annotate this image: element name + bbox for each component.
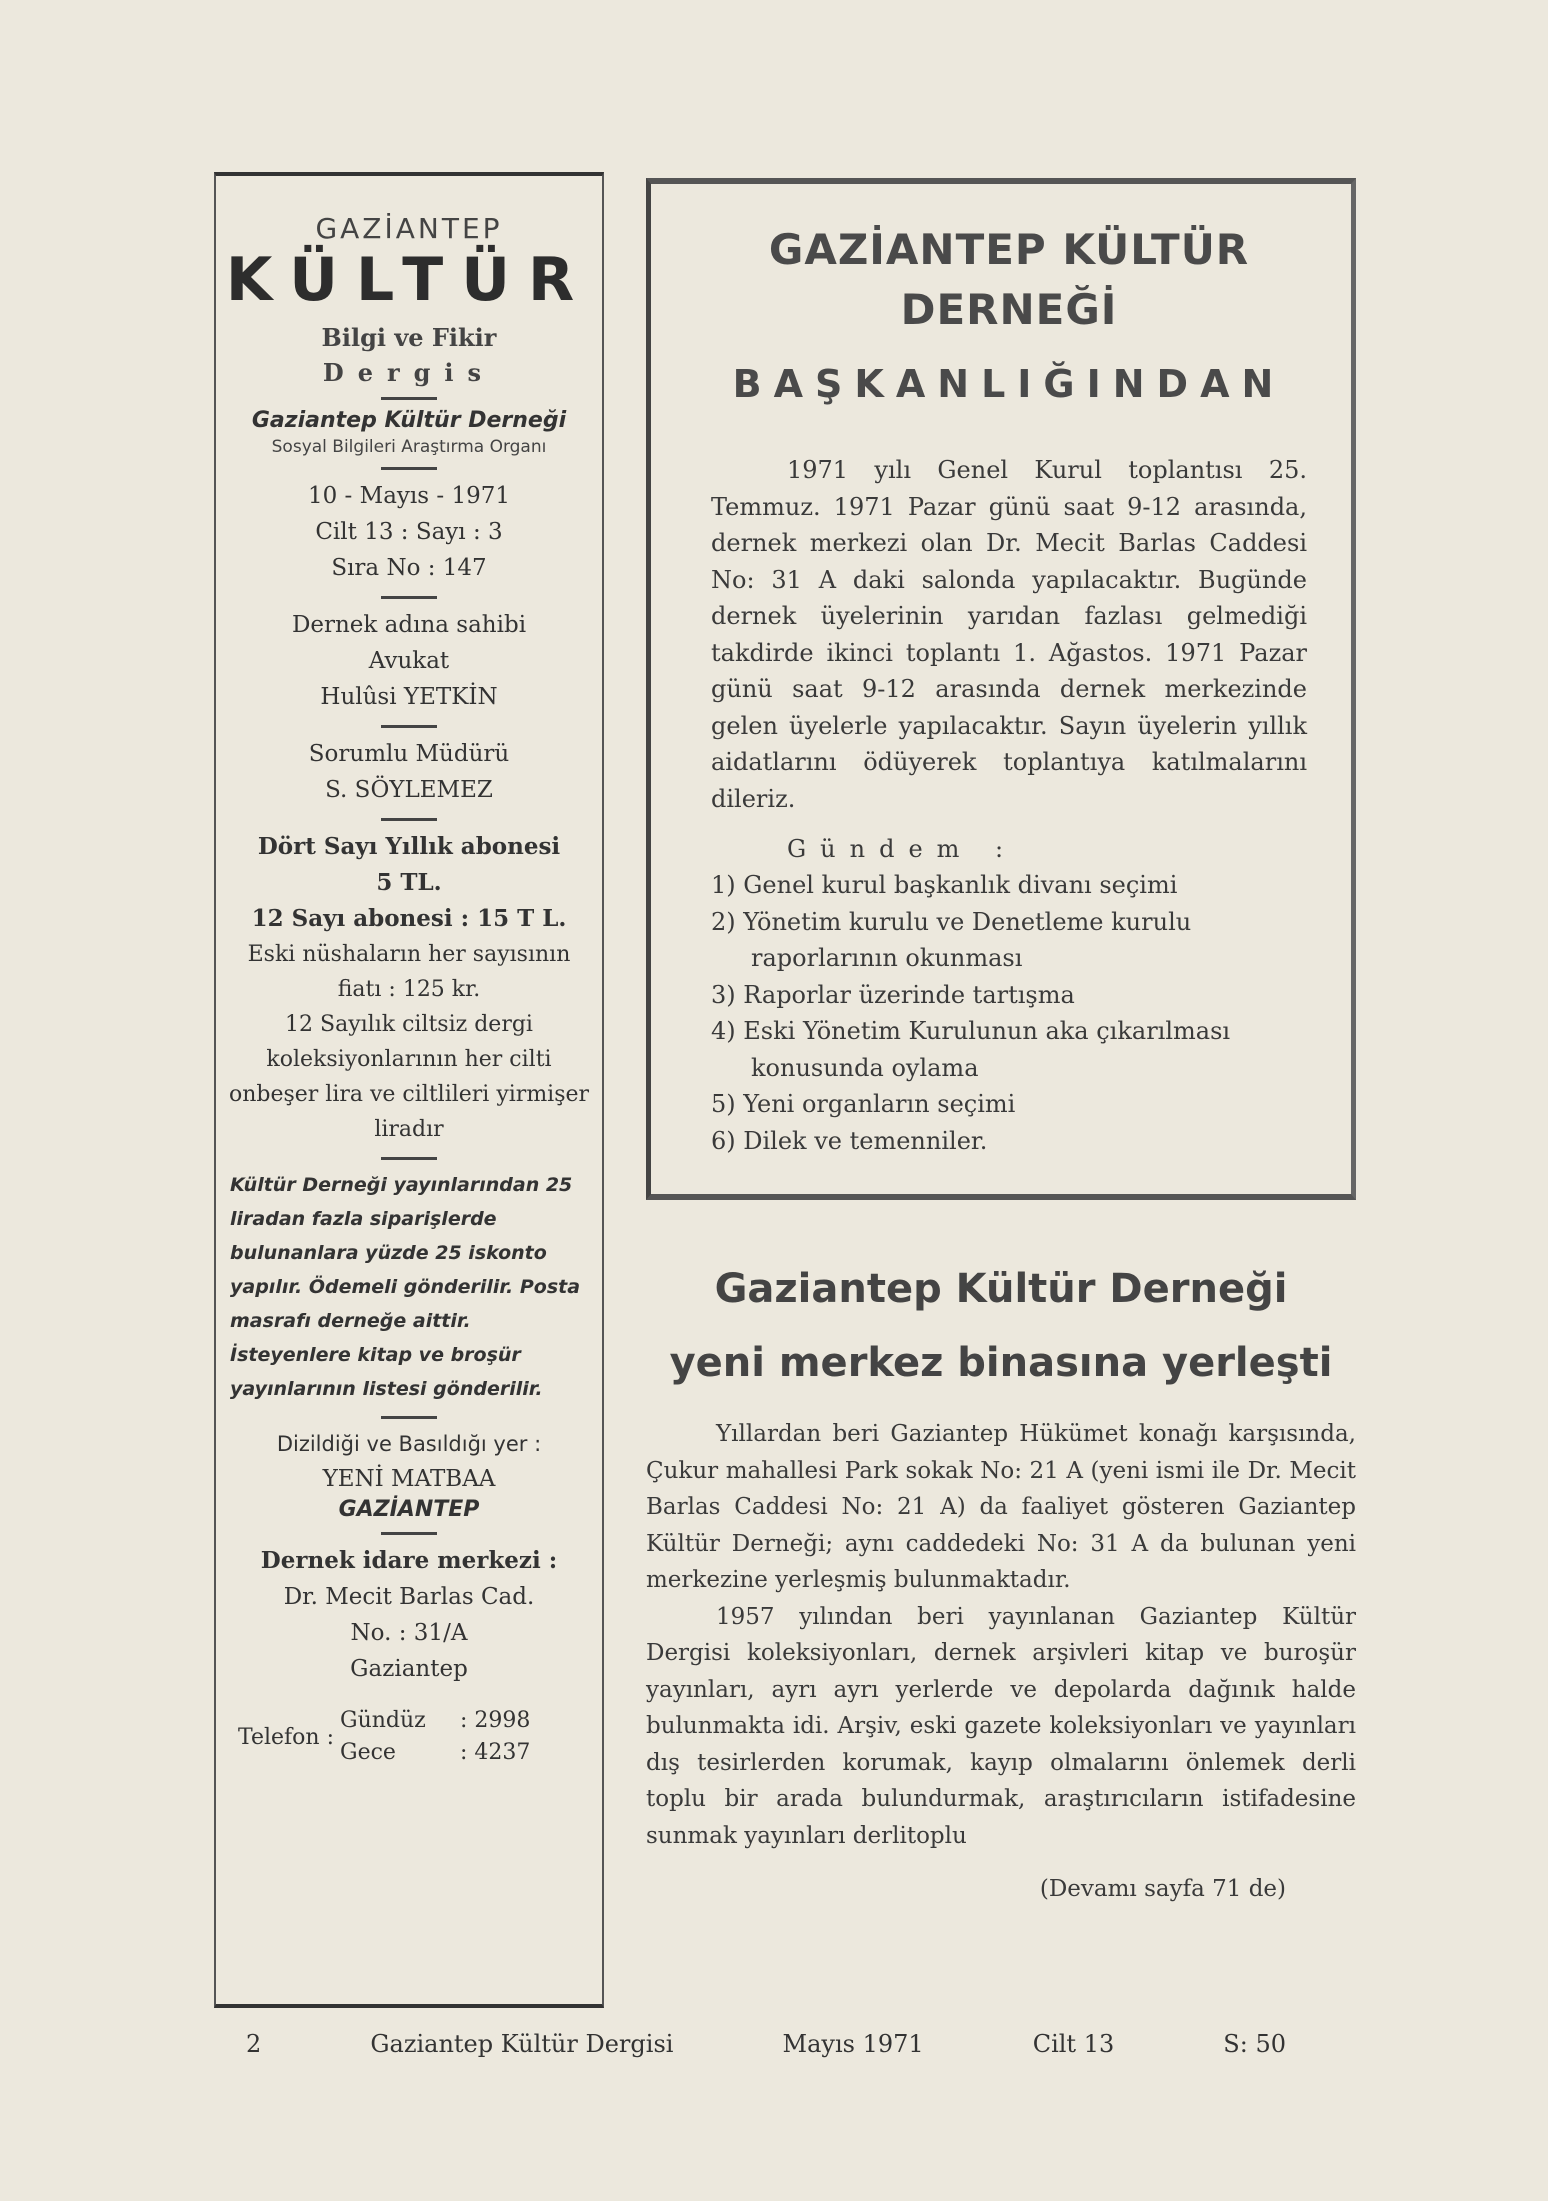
subscription-annual-price: 5 TL. xyxy=(376,869,442,896)
phone-label: Telefon : xyxy=(237,1724,334,1750)
office-address: Dr. Mecit Barlas Cad. xyxy=(283,1584,535,1610)
phone-block xyxy=(216,1705,602,1769)
announcement-subtitle: BAŞKANLIĞINDAN xyxy=(732,362,1286,406)
masthead-city: GAZİANTEP xyxy=(315,212,503,245)
office-number: No. : 31/A xyxy=(350,1620,468,1646)
agenda-item: 6) Dilek ve temenniler. xyxy=(711,1126,988,1155)
editor-name: S. SÖYLEMEZ xyxy=(325,777,493,803)
issue-volume: Cilt 13 : Sayı : 3 xyxy=(315,519,503,545)
owner-name: Hulûsi YETKİN xyxy=(320,684,498,710)
printer-name: YENİ MATBAA xyxy=(322,1466,496,1492)
agenda-item: 1) Genel kurul başkanlık divanı seçimi xyxy=(711,871,1178,899)
announcement-box xyxy=(646,178,1356,1200)
divider xyxy=(381,818,437,821)
editor-label: Sorumlu Müdürü xyxy=(308,741,510,767)
discount-notice: Kültür Derneği yayınlarından 25 liradan fazla siparişlerde bulunanlara yüzde 25 iskonto yapılır. Ödemeli gönderilir. Posta masrafı derneğe aittir. İsteyenlere kitap ve broşür yayınlarının listesi gönderilir. xyxy=(230,1174,581,1400)
article-text xyxy=(646,1416,1356,1854)
masthead-subtitle2: Dergis xyxy=(322,358,496,387)
phone-day-number: : 2998 xyxy=(460,1708,531,1733)
divider xyxy=(381,467,437,470)
phone-night-label: Gece xyxy=(340,1740,396,1765)
continued-note: (Devamı sayfa 71 de) xyxy=(1039,1876,1286,1902)
owner-title: Avukat xyxy=(368,648,450,674)
article xyxy=(646,1258,1356,1902)
publisher: Gaziantep Kültür Derneği xyxy=(251,408,567,433)
journal-name: Gaziantep Kültür Dergisi xyxy=(370,2030,674,2058)
owner-label: Dernek adına sahibi xyxy=(291,612,527,638)
phone-day-label: Gündüz xyxy=(340,1708,426,1733)
divider xyxy=(381,1416,437,1419)
divider xyxy=(381,397,437,400)
agenda-item: 4) Eski Yönetim Kurulunun aka çıkarılması konusunda oylama xyxy=(711,1017,1231,1082)
old-issues-price: Eski nüshaların her sayısının fiatı : 125 kr. xyxy=(247,942,571,1002)
office-city: Gaziantep xyxy=(350,1656,468,1682)
agenda-item: 2) Yönetim kurulu ve Denetleme kurulu raporlarının okunması xyxy=(711,907,1192,972)
issue-date: 10 - Mayıs - 1971 xyxy=(307,483,510,509)
divider xyxy=(381,725,437,728)
footer-volume: Cilt 13 xyxy=(1032,2030,1115,2058)
article-paragraph: Yıllardan beri Gaziantep Hükümet konağı karşısında, Çukur mahallesi Park sokak No: 21 A (yeni ismi ile Dr. Mecit Barlas Caddesi No: 21 A) da faaliyet gösteren Gaziantep Kültür Derneği; aynı caddedeki No: 31 A da bulunan yeni merkezine yerleşmiş bulunmaktadır. xyxy=(646,1421,1356,1593)
subscription-12: 12 Sayı abonesi : 15 T L. xyxy=(251,905,567,932)
subscription-annual: Dört Sayı Yıllık abonesi xyxy=(257,833,561,860)
masthead-subtitle: Bilgi ve Fikir xyxy=(321,323,497,352)
agenda-title: Gündem : xyxy=(787,835,1018,863)
phone-night-number: : 4237 xyxy=(460,1740,531,1765)
divider xyxy=(381,1157,437,1160)
page-footer xyxy=(246,2030,1286,2058)
divider xyxy=(381,1532,437,1535)
page-number: 2 xyxy=(246,2030,262,2058)
organ: Sosyal Bilgileri Araştırma Organı xyxy=(271,437,547,457)
masthead xyxy=(214,172,604,2008)
printer-label: Dizildiği ve Basıldığı yer : xyxy=(276,1432,542,1456)
article-title: Gaziantep Kültür Derneği xyxy=(714,1266,1288,1312)
announcement-title: GAZİANTEP KÜLTÜR DERNEĞİ xyxy=(768,225,1250,334)
agenda-item: 5) Yeni organların seçimi xyxy=(711,1090,1016,1118)
collection-price: 12 Sayılık ciltsiz dergi koleksiyonlarının her cilti onbeşer lira ve ciltlileri yirmişer liradır xyxy=(228,1012,590,1142)
office-label: Dernek idare merkezi : xyxy=(260,1547,558,1574)
announcement-text: 1971 yılı Genel Kurul toplantısı 25. Temmuz. 1971 Pazar günü saat 9-12 arasında, dernek merkezi olan Dr. Mecit Barlas Caddesi No: 31 A daki salonda yapılacaktır. Bugünde dernek üyelerinin yarıdan fazlası gelmediği takdirde ikinci toplantı 1. Ağastos. 1971 Pazar günü saat 9-12 arasında dernek merkezinde gelen üyelerle yapılacaktır. Sayın üyelerin yıllık aidatlarını ödüyerek toplantıya katılmalarını dileriz. xyxy=(711,456,1307,813)
divider xyxy=(381,596,437,599)
article-paragraph: 1957 yılından beri yayınlanan Gaziantep Kültür Dergisi koleksiyonları, dernek arşivleri kitap ve buroşür yayınları, ayrı ayrı yerlerde ve depolarda dağınık halde bulunmakta idi. Arşiv, eski gazete koleksiyonları ve yayınları dış tesirlerden korumak, kayıp olmalarını önlemek derli toplu bir arada bulundurmak, araştırıcıların istifadesine sunmak yayınları derlitoplu xyxy=(646,1603,1356,1849)
agenda-list xyxy=(711,867,1307,1159)
agenda-item: 3) Raporlar üzerinde tartışma xyxy=(711,980,1075,1009)
footer-date: Mayıs 1971 xyxy=(782,2030,924,2058)
announcement-body xyxy=(711,452,1307,817)
footer-issue: S: 50 xyxy=(1223,2030,1286,2058)
printer-city: GAZİANTEP xyxy=(338,1497,480,1522)
masthead-title: KÜLTÜR xyxy=(225,245,593,315)
issue-seq: Sıra No : 147 xyxy=(331,555,487,581)
article-title-line2: yeni merkez binasına yerleşti xyxy=(669,1340,1333,1386)
